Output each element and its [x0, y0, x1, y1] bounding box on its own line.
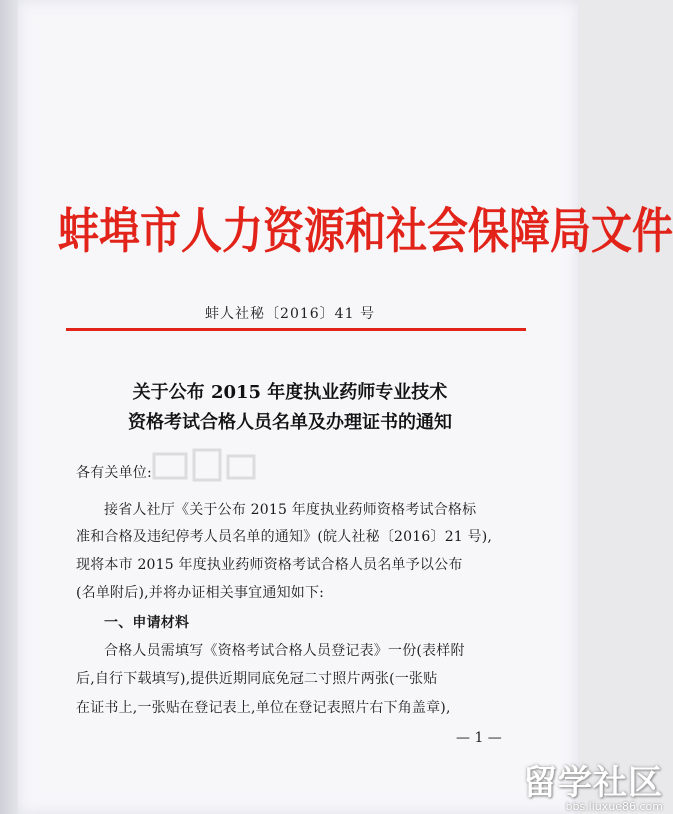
paragraph-1-line-3: 现将本市 2015 年度执业药师资格考试合格人员名单予以公布 — [76, 557, 463, 573]
paragraph-1-line-4: (名单附后),并将办证相关事宜通知如下: — [76, 585, 325, 601]
watermark-url: bbs.liuxue86.com — [565, 800, 663, 813]
paragraph-1-line-1: 接省人社厅《关于公布 2015 年度执业药师资格考试合格标 — [104, 502, 477, 518]
page-number: — 1 — — [456, 730, 502, 746]
document-number: 蚌人社秘〔2016〕41 号 — [205, 306, 375, 322]
paper-edge — [0, 0, 18, 814]
paragraph-2-line-3: 在证书上,一张贴在登记表上,单位在登记表照片右下角盖章), — [76, 700, 451, 716]
red-divider-line — [66, 328, 526, 331]
paragraph-2-line-2: 后,自行下载填写),提供近期同底免冠二寸照片两张(一张贴 — [76, 671, 438, 687]
notice-title-line-1: 关于公布 2015 年度执业药师专业技术 — [132, 382, 448, 403]
paragraph-1-line-2: 准和合格及违纪停考人员名单的通知》(皖人社秘〔2016〕21 号), — [76, 529, 493, 545]
section-1-heading: 一、申请材料 — [104, 615, 190, 631]
faded-stamp-icon — [150, 448, 260, 482]
notice-title-line-2: 资格考试合格人员名单及办理证书的通知 — [128, 412, 452, 433]
site-watermark — [523, 755, 663, 813]
salutation: 各有关单位: — [76, 465, 152, 481]
paragraph-2-line-1: 合格人员需填写《资格考试合格人员登记表》一份(表样附 — [104, 643, 465, 659]
document-header-title: 蚌埠市人力资源和社会保障局文件 — [58, 202, 673, 260]
watermark-text: 留学社区 — [523, 763, 663, 803]
